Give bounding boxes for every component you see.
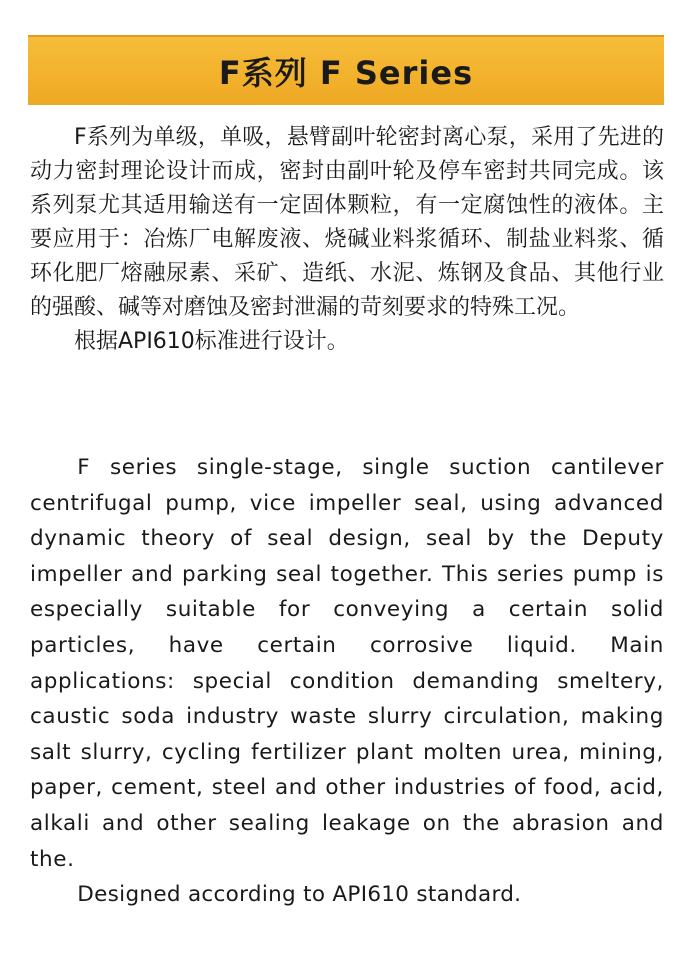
english-paragraph-standard: Designed according to API610 standard. <box>77 882 522 908</box>
english-paragraph-main: F series single-stage, single suction cantilever centrifugal pump, vice impeller seal, using advanced dynamic theory of seal design, seal by the Deputy impeller and parking seal together. This series pump is especially suitable for conveying a certain solid particles, have certain corrosive liquid. Main applications: special condition demanding smeltery, caustic soda industry waste slurry circulation, making salt slurry, cycling fertilizer plant molten urea, mining, paper, cement, steel and other industries of food, acid, alkali and other sealing leakage on the abrasion and the. <box>30 455 664 872</box>
section-title: F系列 F Series <box>218 54 474 92</box>
chinese-paragraph-standard: 根据API610标准进行设计。 <box>74 329 349 354</box>
chinese-paragraph-main: F系列为单级，单吸，悬臂副叶轮密封离心泵，采用了先进的动力密封理论设计而成，密封由副叶轮及停车密封共同完成。该系列泵尤其适用输送有一定固体颗粒，有一定腐蚀性的液体。主要应用于：冶炼厂电解废液、烧碱业料浆循环、制盐业料浆、循环化肥厂熔融尿素、采矿、造纸、水泥、炼钢及食品、其他行业的强酸、碱等对磨蚀及密封泄漏的苛刻要求的特殊工况。 <box>30 125 664 320</box>
section-title-bar <box>28 35 664 105</box>
english-description <box>30 450 664 913</box>
chinese-description <box>30 121 664 359</box>
